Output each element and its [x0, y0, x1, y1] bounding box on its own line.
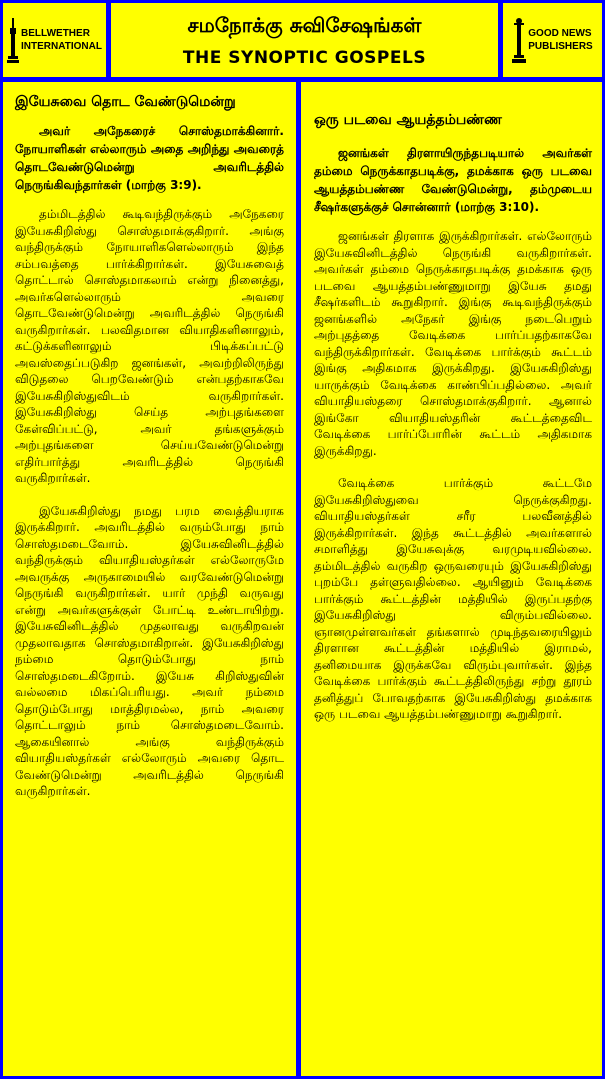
left-column-heading: இயேசுவை தொட வேண்டுமென்று: [15, 94, 236, 110]
bellwether-logo: [3, 3, 106, 77]
good-news-publishers-logo: [503, 3, 602, 77]
left-column: [3, 82, 296, 1076]
good-news-logo-line2: PUBLISHERS: [528, 41, 593, 52]
right-column-heading: ஒரு படவை ஆயத்தம்பண்ண: [314, 112, 502, 128]
right-column-paragraph-2: வேடிக்கை பார்க்கும் கூட்டமே இயேசுகிறிஸ்துவை நெருக்குகிறது. வியாதியஸ்தர்கள் சரீர பலவீனத்தில் இருக்கிறார்கள். இந்த கூட்டத்தில் அவர்களால் சமாளித்து இயேசுவுக்கு வரமுடியவில்லை. தம்மிடத்தில் வருகிற ஒருவரையும் இயேசுகிறிஸ்து புறம்பே தள்ளுவதில்லை. ஆயினும் வேடிக்கை பார்க்கும் கூட்டத்தின் மத்தியில் இருப்பதற்கு இயேசுகிறிஸ்து விரும்பவில்லை. ஞானமுள்ளவர்கள் தங்களால் முடிந்தவரையிலும் திரளான கூட்டத்தின் மத்தியில் இராமல், தனிமையாக இருக்கவே விரும்புவார்கள். இந்த வேடிக்கை பார்க்கும் கூட்டத்திலிருந்து சற்று தூரம் தனித்துப் போவதற்காக இயேசுகிறிஸ்து தமக்காக ஒரு படவை ஆயத்தம்பண்ணுமாறு கூறுகிறார்.: [314, 476, 592, 721]
right-column-scripture: ஜனங்கள் திரளாயிருந்தபடியால் அவர்கள் தம்மை நெருக்காதபடிக்கு, தமக்காக ஒரு படவை ஆயத்தம்பண்ண வேண்டுமென்று, தம்முடைய சீஷர்களுக்குச் சொன்னார் (மாற்கு 3:10).: [314, 146, 592, 214]
right-column: [301, 82, 602, 1076]
page-title-english: THE SYNOPTIC GOSPELS: [182, 48, 427, 68]
right-column-paragraph-1: ஜனங்கள் திரளாக இருக்கிறார்கள். எல்லோரும் இயேசுவினிடத்தில் நெருங்கி வருகிறார்கள். அவர்கள் தம்மை நெருக்காதபடிக்கு தமக்காக ஒரு படவை ஆயத்தம்பண்ணுமாறு இயேசு தமது சீஷர்களிடம் கூறுகிறார். இங்கு கூடிவந்திருக்கும் ஜனங்களில் அநேகர் இங்கு நடைபெறும் அற்புதத்தை வேடிக்கை பார்ப்பதற்காகவே வந்திருக்கிறார்கள். வேடிக்கை பார்க்கும் கூட்டம் இங்கு அதிகமாக இருக்கிறது. இயேசுகிறிஸ்து யாருக்கும் வேடிக்கை காண்பிப்பதில்லை. அவர் வியாதியஸ்தரை சொஸ்தமாக்குகிறார். ஆனால் இங்கோ வியாதியஸ்தரின் கூட்டத்தைவிட வேடிக்கை பார்ப்போரின் கூட்டம் அதிகமாக இருக்கிறது.: [314, 229, 592, 458]
left-column-scripture: அவர் அநேகரைச் சொஸ்தமாக்கினார். நோயாளிகள் எல்லாரும் அதை அறிந்து அவரைத் தொடவேண்டுமென்று அவரிடத்தில் நெருங்கிவந்தார்கள் (மாற்கு 3:9).: [15, 124, 284, 192]
good-news-logo-line1: GOOD NEWS: [528, 28, 592, 39]
page-title-banner: [111, 3, 498, 77]
trumpeter-icon: [512, 16, 526, 64]
left-column-paragraph-2: இயேசுகிறிஸ்து நமது பரம வைத்தியராக இருக்கிறார். அவரிடத்தில் வரும்போது நாம் சொஸ்தமடைவோம். இயேசுவினிடத்தில் வந்திருக்கும் வியாதியஸ்தர்கள் எல்லோருமே அவருக்கு அருகாமையில் வரவேண்டுமென்று நெருங்கி வருகிறார்கள். யார் முந்தி வருவது என்று அவர்களுக்குள் போட்டி உண்டாயிற்று. இயேசுவினிடத்தில் முதலாவது வருகிறவன் முதலாவதாக சொஸ்தமாகிறான். இயேசுகிறிஸ்து நம்மை தொடும்போது நாம் சொஸ்தமடைகிறோம். இயேசு கிறிஸ்துவின் வல்லமை மிகப்பெரியது. அவர் நம்மை தொடும்போது மாத்திரமல்ல, நாம் அவரை தொட்டாலும் நாம் சொஸ்தமடைவோம். ஆகையினால் அங்கு வந்திருக்கும் வியாதியஸ்தர்கள் எல்லோரும் அவரை தொட வேண்டுமென்று அவரிடத்தில் நெருங்கி வருகிறார்கள்.: [15, 503, 284, 798]
page-title-tamil: சமநோக்கு சுவிசேஷங்கள்: [187, 13, 422, 37]
bellwether-logo-line2: INTERNATIONAL: [21, 41, 102, 52]
left-column-paragraph-1: தம்மிடத்தில் கூடிவந்திருக்கும் அநேகரை இயேசுகிறிஸ்து சொஸ்தமாக்குகிறார். அங்கு வந்திருக்கும் நோயாளிகளெல்லாரும் இந்த சம்பவத்தை பார்க்கிறார்கள். இயேசுவைத் தொட்டால் சொஸ்தமாகலாம் என்று நினைத்து, அவர்களெல்லாரும் அவரை தொடவேண்டுமென்று அவரிடத்தில் நெருங்கி வருகிறார்கள். பலவிதமான வியாதிகளினாலும், கட்டுக்களினாலும் பிடிக்கப்பட்டு அவஸ்தைப்படுகிற ஜனங்கள், அவற்றிலிருந்து விடுதலை பெறவேண்டும் என்பதற்காகவே இயேசுகிறிஸ்துவிடம் வருகிறார்கள். இயேசுகிறிஸ்து செய்த அற்புதங்களை கேள்விப்பட்டு, அவர் தங்களுக்கும் அற்புதங்களை செய்யவேண்டுமென்று எதிர்பார்த்து அவரிடத்தில் நெருங்கி வருகிறார்கள்.: [15, 207, 284, 485]
bellwether-icon: [7, 16, 19, 64]
bellwether-logo-line1: BELLWETHER: [21, 28, 90, 39]
